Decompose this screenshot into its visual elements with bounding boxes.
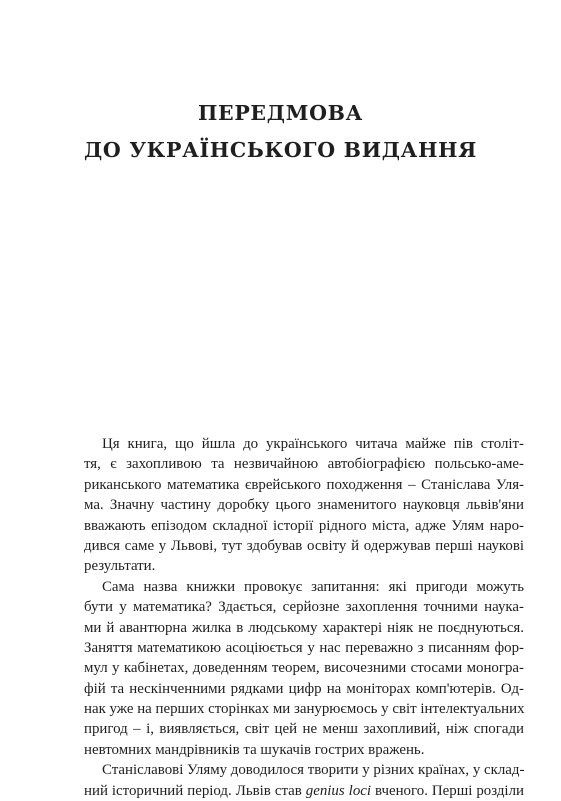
text-fragment: ний історичний період. Львів став bbox=[84, 782, 302, 799]
text-line: Ця книга, що йшла до українського читача майже пів століт- bbox=[102, 436, 524, 452]
text-line: невтомних мандрівників та шукачів гострих вражень. bbox=[84, 741, 425, 758]
text-line: бути у математика? Здається, серйозне захоплення точними наука- bbox=[84, 599, 524, 616]
text-line: пригод – і, виявляється, світ цей не менш захопливий, ніж спогади bbox=[84, 721, 524, 738]
text-line: Станіславові Уляму доводилося творити у різних країнах, у склад- bbox=[102, 762, 525, 779]
text-line: риканського математика єврейського походження – Станіслава Уля- bbox=[84, 476, 524, 493]
chapter-title-line-2: ДО УКРАЇНСЬКОГО ВИДАННЯ bbox=[84, 138, 477, 162]
text-line: Заняття математикою асоціюється у нас переважно з писанням фор- bbox=[84, 639, 524, 656]
text-line: мул у кабінетах, доведенням теорем, височезними стосами моногра- bbox=[84, 660, 524, 677]
text-line: ма. Значну частину доробку цього знаменитого науковця львів'яни bbox=[84, 497, 524, 514]
text-line: вважають епізодом складної історії рідного міста, адже Улям наро- bbox=[84, 517, 524, 534]
text-line: тя, є захопливою та незвичайною автобіографією польсько-аме- bbox=[84, 456, 524, 473]
text-line: результати. bbox=[84, 558, 156, 575]
chapter-title-line-1: ПЕРЕДМОВА bbox=[197, 101, 364, 125]
body-text bbox=[84, 434, 524, 801]
italic-term: genius loci bbox=[305, 782, 372, 799]
text-line: нак уже на перших сторінках ми занурюємось у світ інтелектуальних bbox=[84, 701, 525, 718]
text-line: фій та нескінченними рядками цифр на моніторах комп'ютерів. Од- bbox=[84, 680, 524, 697]
text-line: Сама назва книжки провокує запитання: які пригоди можуть bbox=[102, 578, 524, 595]
text-line: ми й авантюрна жилка в людському характері ніяк не поєднуються. bbox=[84, 619, 524, 636]
text-fragment: вченого. Перші розділи bbox=[375, 782, 524, 799]
text-line: дився саме у Львові, тут здобував освіту й одержував перші наукові bbox=[84, 537, 524, 554]
